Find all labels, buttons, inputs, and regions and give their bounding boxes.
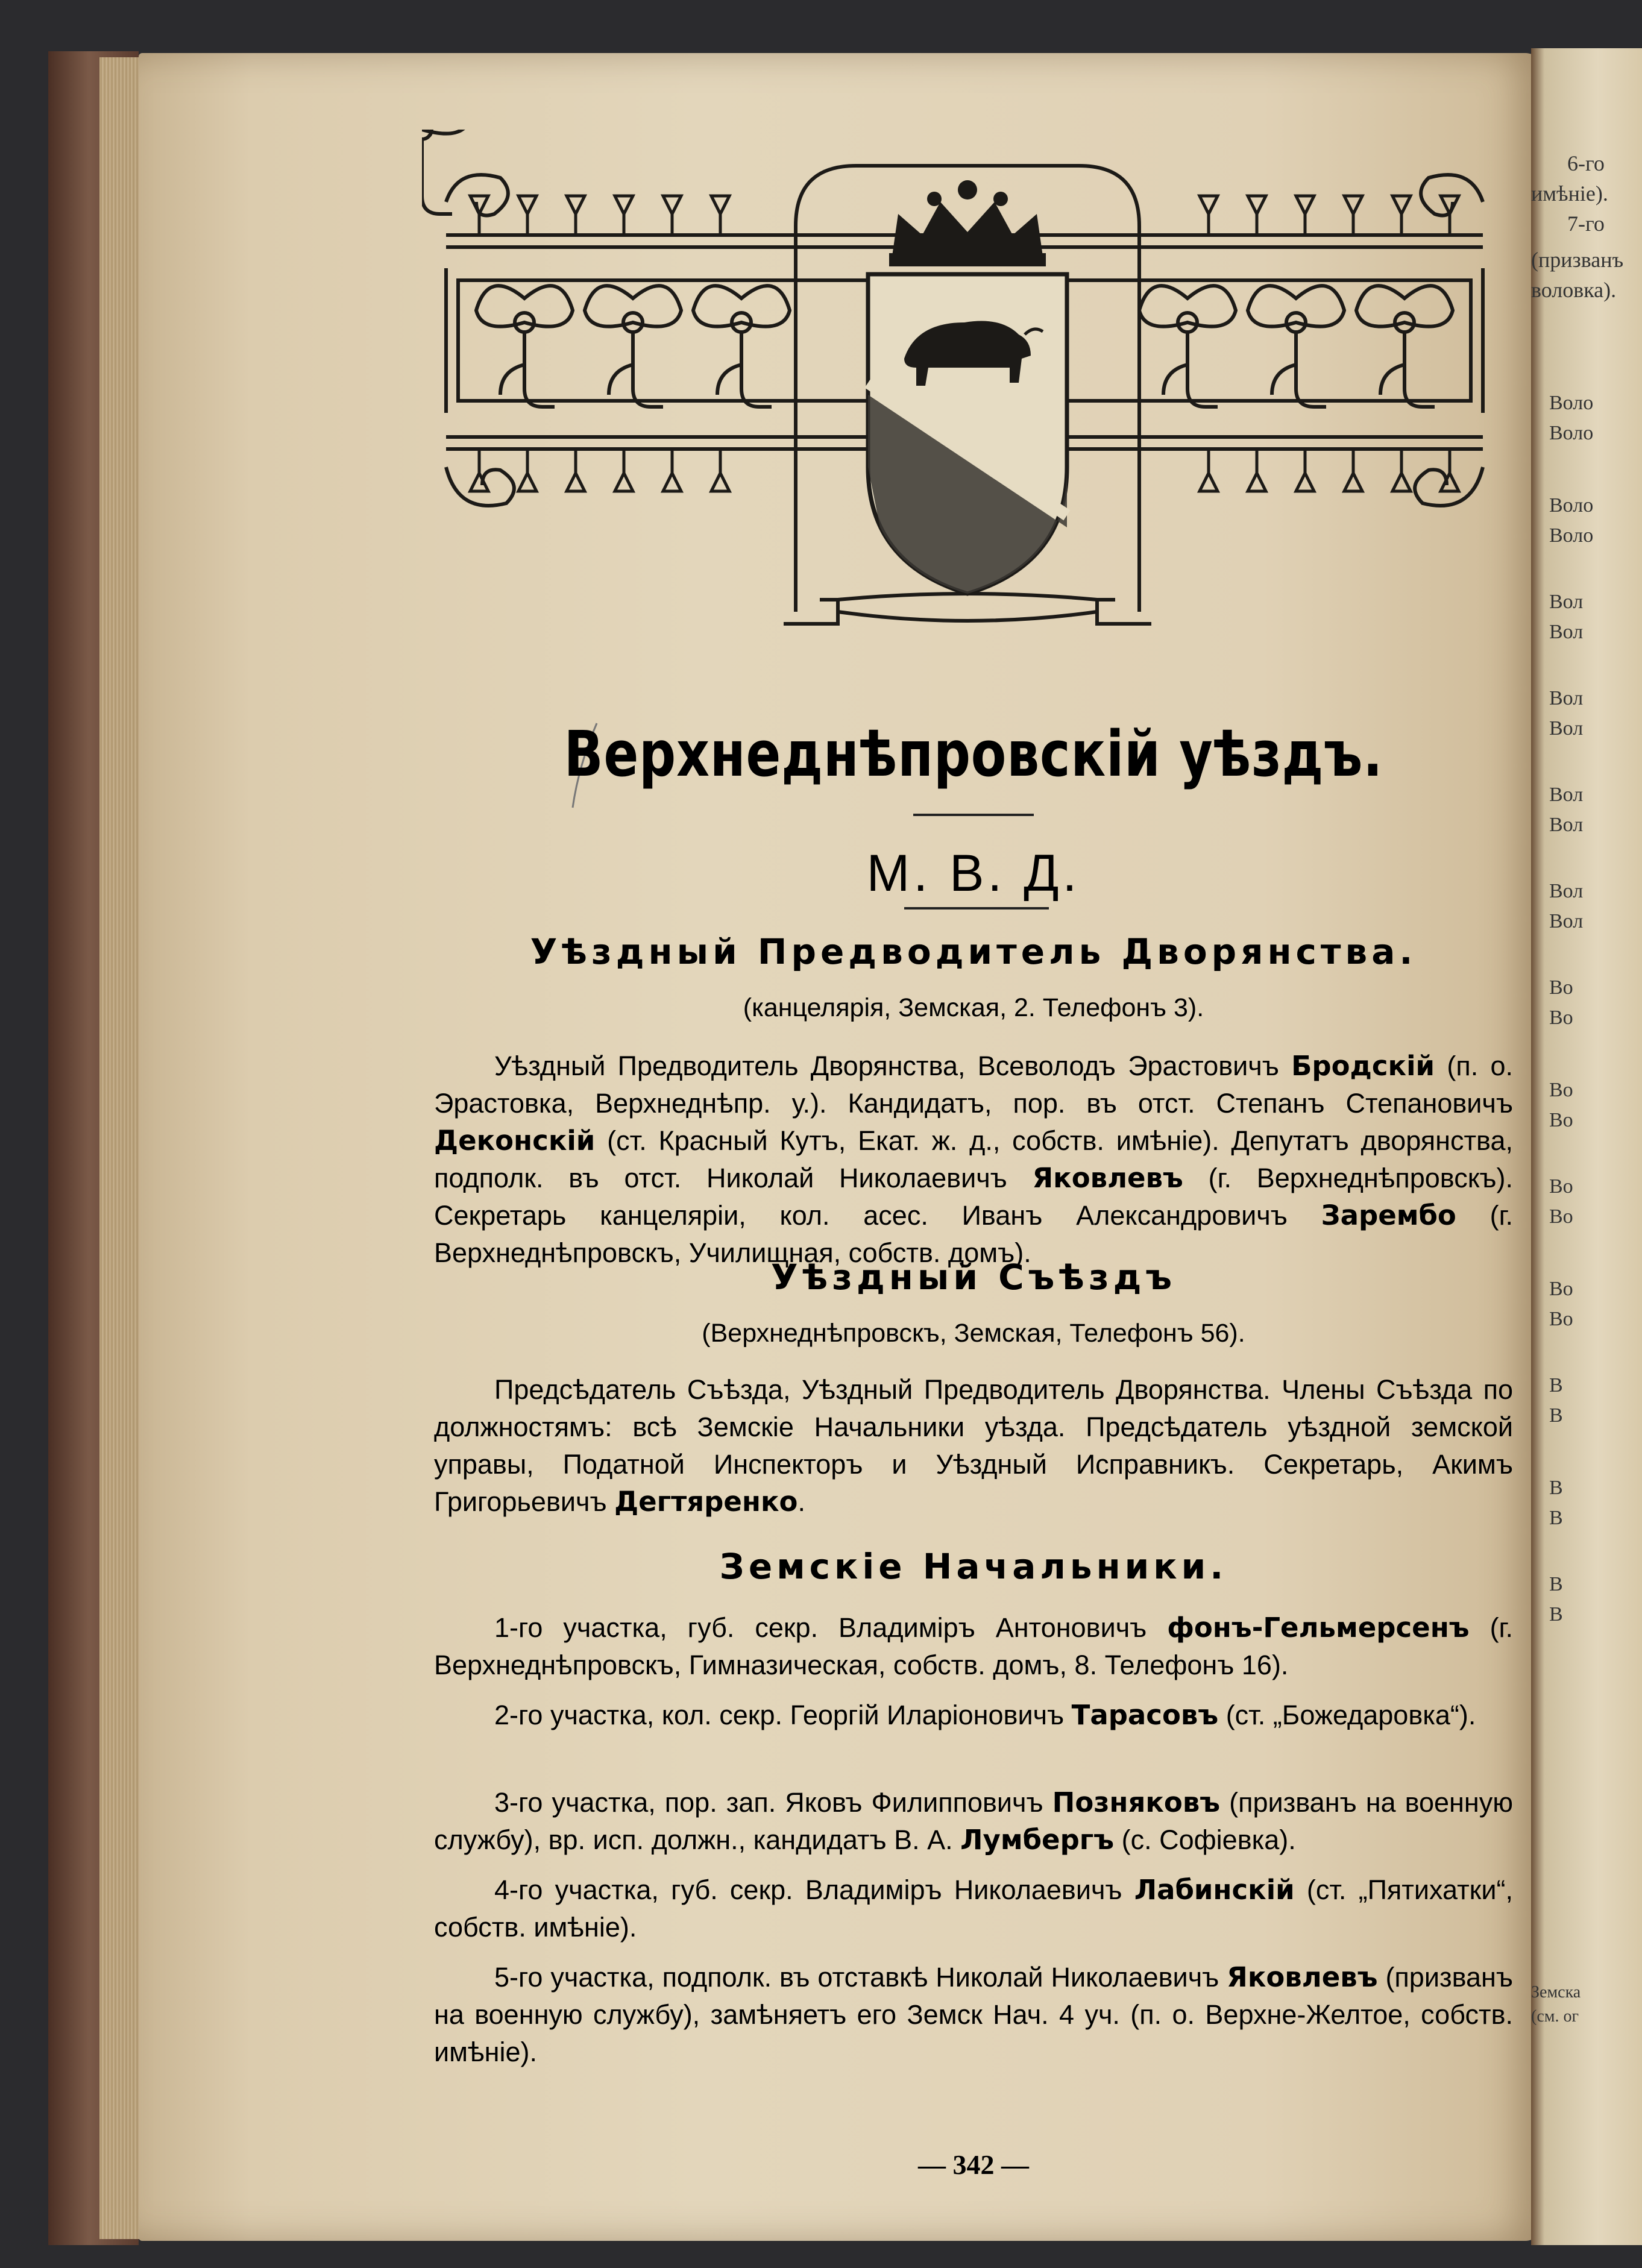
ministry-heading: М. В. Д. [866, 844, 1081, 902]
paragraph-text: (призванъ на военную службу), замѣняетъ его Земск Нач. 4 уч. (п. о. Верхне-Желтое, собств. имѣніе). [434, 1962, 1513, 2067]
facing-page-fragment: (призванъ [1531, 248, 1624, 272]
facing-page-fragment: Вол [1549, 880, 1584, 902]
facing-page-fragment: Во [1549, 976, 1573, 999]
person-surname: фонъ-Гельмерсенъ [1167, 1612, 1470, 1644]
paragraph-text: 2-го участка, кол. секр. Георгій Иларіоновичъ [494, 1700, 1072, 1730]
district-title: Верхнеднѣпровскій уѣздъ. [564, 717, 1383, 791]
section-sub: (канцелярія, Земская, 2. Телефонъ 3). [743, 993, 1204, 1022]
facing-page-fragment: имѣніе). [1531, 181, 1608, 206]
list-item [434, 1609, 1513, 1684]
person-surname: Позняковъ [1052, 1786, 1221, 1818]
facing-page-fragment: Воло [1549, 494, 1594, 517]
list-item [434, 1697, 1513, 1734]
facing-page-fragment: (см. ог [1531, 2007, 1579, 2026]
facing-page-fragment: Вол [1549, 687, 1584, 709]
person-surname: Лумбергъ [960, 1824, 1115, 1856]
facing-page-fragment: Во [1549, 1308, 1573, 1330]
paragraph-text: (с. Софіевка). [1114, 1824, 1296, 1855]
person-surname: Деконскій [434, 1125, 596, 1157]
facing-page-fragment: Вол [1549, 910, 1584, 932]
paragraph-text: . [797, 1486, 805, 1517]
facing-page-fragment: В [1549, 1573, 1563, 1595]
paragraph-text: (ст. „Божедаровка“). [1218, 1700, 1476, 1730]
facing-page-fragment: Во [1549, 1007, 1573, 1029]
paragraph-text: 3-го участка, пор. зап. Яковъ Филипповичъ [494, 1787, 1052, 1818]
facing-page-fragment: Воло [1549, 524, 1594, 547]
paragraph-text: 1-го участка, губ. секр. Владиміръ Антоновичъ [494, 1612, 1168, 1643]
facing-page-fragment: Во [1549, 1175, 1573, 1198]
facing-page-fragment: Вол [1549, 591, 1584, 613]
facing-page-fragment: Во [1549, 1109, 1573, 1131]
section-sub: (Верхнеднѣпровскъ, Земская, Телефонъ 56). [702, 1319, 1245, 1348]
facing-page-fragment: Вол [1549, 814, 1584, 836]
person-surname: Зарембо [1321, 1199, 1456, 1231]
section-paragraph [434, 1371, 1513, 1521]
facing-page-fragment: Вол [1549, 621, 1584, 643]
paragraph-text: (п. о. Эрастовка, Верхнеднѣпр. у.). Кандидатъ, пор. въ отст. Степанъ Степановичъ [434, 1051, 1513, 1119]
list-item [434, 1871, 1513, 1946]
person-surname: Яковлевъ [1032, 1162, 1183, 1194]
facing-page [1531, 48, 1642, 2245]
facing-page-fragment: Вол [1549, 784, 1584, 806]
person-surname: Бродскій [1291, 1050, 1435, 1082]
paragraph-text: 5-го участка, подполк. въ отставкѣ Николай Николаевичъ [494, 1962, 1227, 1993]
facing-page-fragment: Воло [1549, 392, 1594, 414]
list-item [434, 1784, 1513, 1859]
facing-page-fragment: В [1549, 1603, 1563, 1626]
section-heading: Земскіе Начальники. [719, 1546, 1228, 1587]
facing-page-fragment: Земска [1531, 1983, 1581, 2002]
paragraph-text: (призванъ на военную службу), вр. исп. должн., кандидатъ В. А. [434, 1787, 1513, 1855]
paragraph-text: (г. Верхнеднѣпровскъ, Гимназическая, собств. домъ, 8. Телефонъ 16). [434, 1612, 1513, 1680]
facing-page-fragment: Вол [1549, 717, 1584, 740]
paragraph-text: (г. Верхнеднѣпровскъ). Секретарь канцеляріи, кол. асес. Иванъ Александровичъ [434, 1163, 1513, 1231]
facing-page-fragment: воловка). [1531, 278, 1617, 302]
facing-page-fragment: В [1549, 1374, 1563, 1396]
facing-page-fragment: В [1549, 1404, 1563, 1427]
facing-page-fragment: Воло [1549, 422, 1594, 444]
person-surname: Лабинскій [1134, 1874, 1295, 1906]
facing-page-fragment: В [1549, 1507, 1563, 1529]
ministry-rule [904, 907, 1049, 909]
title-rule [913, 814, 1034, 816]
section-heading: Уѣздный Съѣздъ [770, 1257, 1177, 1298]
person-surname: Дегтяренко [614, 1486, 798, 1518]
person-surname: Яковлевъ [1227, 1961, 1378, 1993]
facing-page-fragment: 7-го [1567, 212, 1605, 236]
list-item [434, 1959, 1513, 2071]
ornament-header [422, 130, 1507, 654]
person-surname: Тарасовъ [1071, 1699, 1219, 1731]
section-paragraph [434, 1048, 1513, 1272]
paragraph-text: (г. Верхнеднѣпровскъ, Училищная, собств. домъ). [434, 1200, 1513, 1268]
paragraph-text: (ст. Красный Кутъ, Екат. ж. д., собств. имѣніе). Депутатъ дворянства, подполк. въ отст. Николай Николаевичъ [434, 1125, 1513, 1193]
facing-page-fragment: 6-го [1567, 151, 1605, 175]
facing-page-fragment: Во [1549, 1205, 1573, 1228]
paragraph-text: Предсѣдатель Съѣзда, Уѣздный Предводитель Дворянства. Члены Съѣзда по должностямъ: всѣ Земскіе Начальники уѣзда. Предсѣдатель уѣздной земской управы, Податной Инспекторъ и Уѣздный Исправникъ. Секретарь, Акимъ Григорьевичъ [434, 1374, 1513, 1517]
section-heading: Уѣздный Предводитель Дворянства. [530, 931, 1417, 972]
facing-page-fragment: Во [1549, 1079, 1573, 1101]
paragraph-text: (ст. „Пятихатки“, собств. имѣніе). [434, 1874, 1513, 1943]
page-number: — 342 — [918, 2149, 1029, 2180]
paragraph-text: 4-го участка, губ. секр. Владиміръ Николаевичъ [494, 1874, 1134, 1905]
facing-page-fragment: Во [1549, 1278, 1573, 1300]
facing-page-fragment: В [1549, 1477, 1563, 1499]
paragraph-text: Уѣздный Предводитель Дворянства, Всеволодъ Эрастовичъ [494, 1051, 1292, 1081]
